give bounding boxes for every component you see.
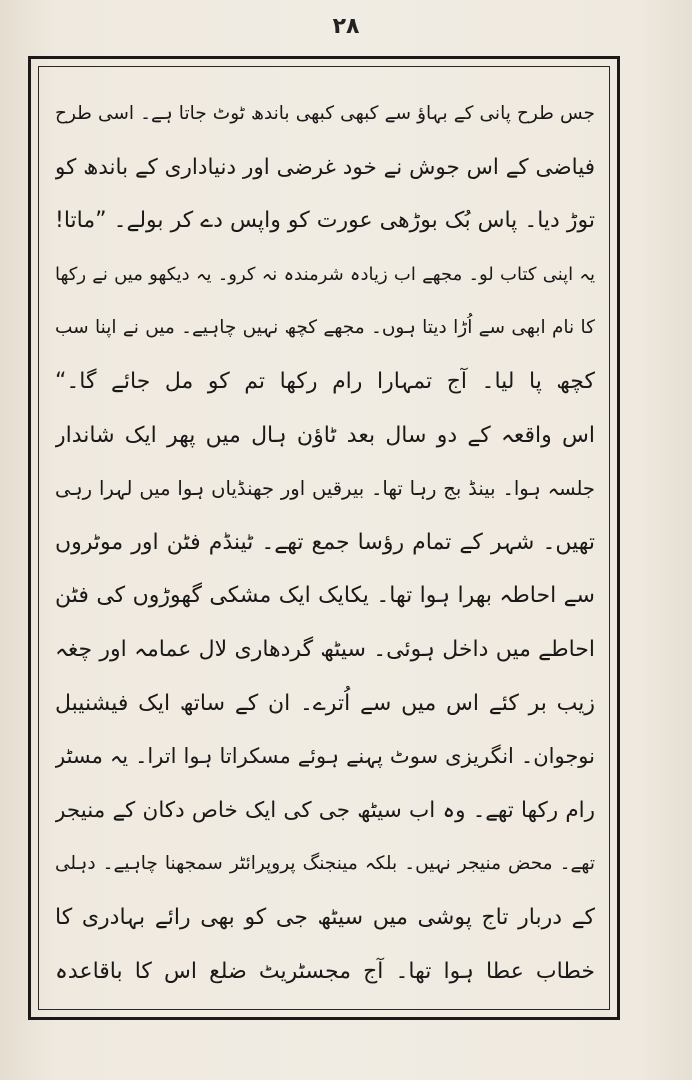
text-line: جلسہ ہوا۔ بینڈ بج رہا تھا۔ بیرقیں اور جھنڈیاں ہوا میں لہرا رہی [55,477,595,501]
text-line: احاطے میں داخل ہوئی۔ سیٹھ گردھاری لال عمامہ اور چغہ [55,636,595,662]
text-line: تھیں۔ شہر کے تمام رؤسا جمع تھے۔ ٹینڈم فٹن اور موٹروں [55,529,595,555]
text-line: کا نام ابھی سے اُڑا دیتا ہوں۔ مجھے کچھ نہیں چاہیے۔ میں نے اپنا سب [55,317,595,339]
text-line: زیب بر کئے اس میں سے اُترے۔ ان کے ساتھ ایک فیشنیبل [55,690,595,716]
text-line: کچھ پا لیا۔ آج تمہارا رام رکھا تم کو مل جائے گا۔“ [55,368,595,394]
text-line: فیاضی کے اس جوش نے خود غرضی اور دنیاداری کے باندھ کو [55,154,595,180]
text-line: سے احاطہ بھرا ہوا تھا۔ یکایک ایک مشکی گھوڑوں کی فٹن [55,583,595,609]
text-line: توڑ دیا۔ پاس بُک بوڑھی عورت کو واپس دے کر بولے۔ ”ماتا! [55,208,595,234]
text-line: کے دربار تاج پوشی میں سیٹھ جی کو بھی رائے بہادری کا [55,904,595,930]
text-line: نوجوان۔ انگریزی سوٹ پہنے ہوئے مسکراتا ہوا اترا۔ یہ مسٹر [55,744,595,769]
text-line: تھے۔ محض منیجر نہیں۔ بلکہ مینجنگ پروپرائٹر سمجھنا چاہیے۔ دہلی [55,853,595,875]
text-frame [28,56,620,1020]
text-line: رام رکھا تھے۔ وہ اب سیٹھ جی کی ایک خاص دکان کے منیجر [55,797,595,823]
page-number: ۲۸ [332,14,360,39]
text-line: یہ اپنی کتاب لو۔ مجھے اب زیادہ شرمندہ نہ کرو۔ یہ دیکھو میں نے رکھا [55,263,595,285]
text-line: اس واقعہ کے دو سال بعد ٹاؤن ہال میں پھر ایک شاندار [55,422,595,448]
body-text [55,87,595,998]
text-line: خطاب عطا ہوا تھا۔ آج مجسٹریٹ ضلع اس کا باقاعدہ [55,958,595,984]
text-line: جس طرح پانی کے بہاؤ سے کبھی کبھی باندھ ٹوٹ جاتا ہے۔ اسی طرح [55,103,595,124]
